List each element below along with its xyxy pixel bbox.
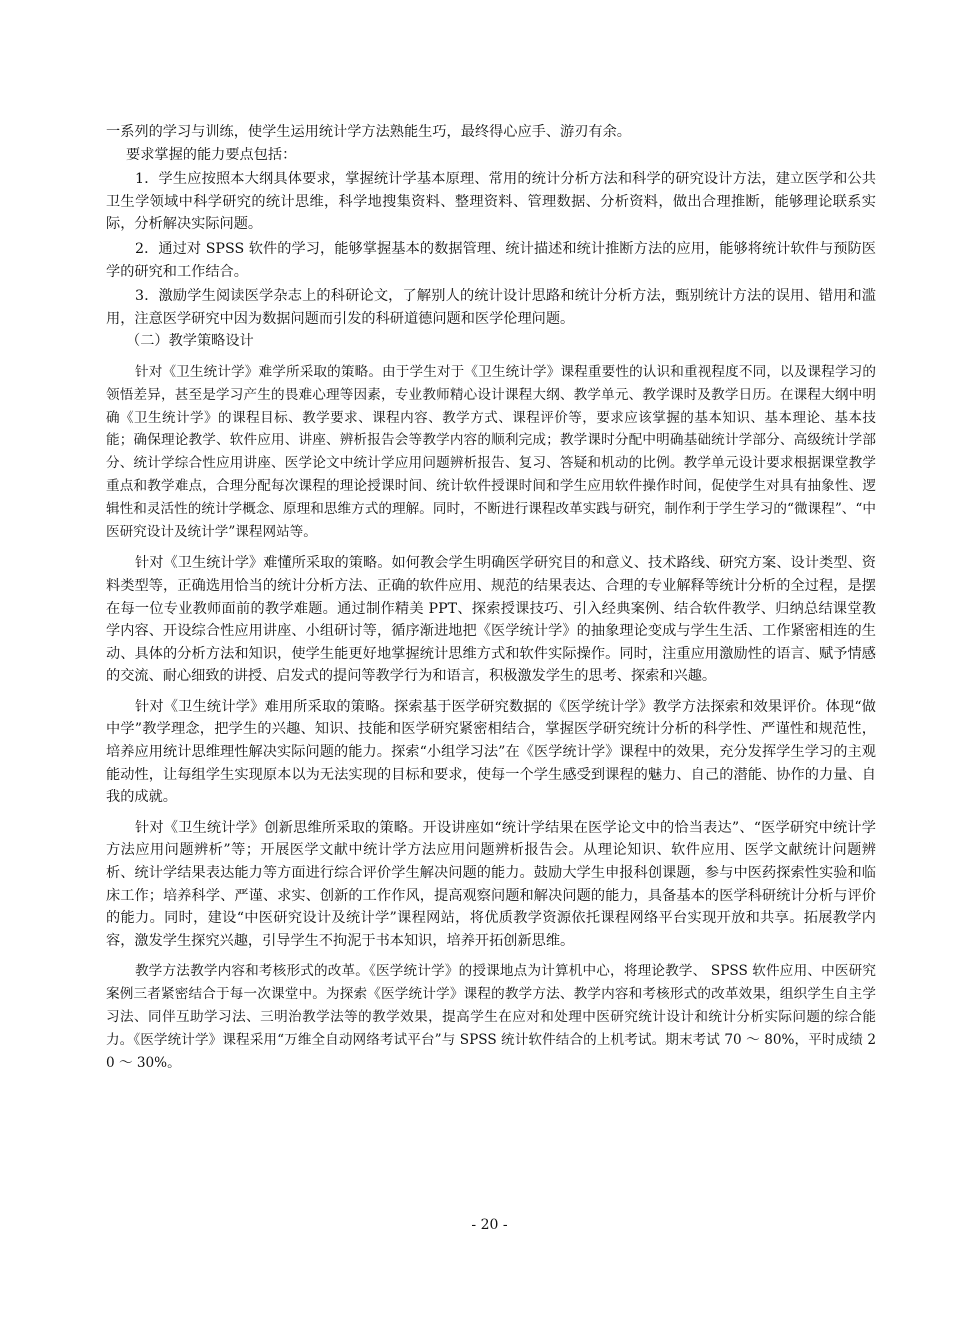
ability-points-intro: 要求掌握的能力要点包括： bbox=[126, 146, 297, 163]
strategy-difficult-to-understand: 针对《卫生统计学》难懂所采取的策略。如何教会学生明确医学研究目的和意义、技术路线、研究方案、设计类型、资料类型等，正确选用恰当的统计分析方法、正确的软件应用、规范的结果表达、合理的专业解释等统计分析的全过程，是摆在每一位专业教师面前的教学难题。通过制作精美 PPT、探索授课技巧、引入经典案例、结合软件教学、归纳总结课堂教学内容、开设综合性应用讲座、小组研讨等，循序渐进地把《医学统计学》的抽象理论变成与学生生活、工作紧密相连的生动、具体的分析方法和知识，使学生能更好地掌握统计思维方式和软件实际操作。同时，注重应用激励性的语言、赋予情感的交流、耐心细致的讲授、启发式的提问等教学行为和语言，积极激发学生的思考、探索和兴趣。 bbox=[106, 555, 876, 685]
page-number: - 20 - bbox=[471, 1217, 508, 1233]
section-heading-teaching-strategy: （二）教学策略设计 bbox=[126, 333, 254, 350]
teaching-reform: 教学方法教学内容和考核形式的改革。《医学统计学》的授课地点为计算机中心，将理论教学、 SPSS 软件应用、中医研究案例三者紧密结合于每一次课堂中。为探索《医学统计学》课程的教学方法、教学内容和考核形式的改革效果，组织学生自主学习法、同伴互助学习法、三明治教学法等的教学效果，提高学生在应对和处理中医研究统计设计和统计分析实际问题的综合能力。《医学统计学》课程采用“万维全自动网络考试平台”与 SPSS 统计软件结合的上机考试。期末考试 70 ～ 80%，平时成绩 20 ～ 30%。 bbox=[106, 963, 876, 1071]
document-body bbox=[106, 121, 876, 1074]
strategy-difficult-to-learn: 针对《卫生统计学》难学所采取的策略。由于学生对于《卫生统计学》课程重要性的认识和重视程度不同，以及课程学习的领悟差异，甚至是学习产生的畏难心理等因素，专业教师精心设计课程大纲、教学单元、教学课时及教学日历。在课程大纲中明确《卫生统计学》的课程目标、教学要求、课程内容、教学方式、课程评价等，要求应该掌握的基本知识、基本理论、基本技能；确保理论教学、软件应用、讲座、辨析报告会等教学内容的顺利完成；教学课时分配中明确基础统计学部分、高级统计学部分、统计学综合性应用讲座、医学论文中统计学应用问题辨析报告、复习、答疑和机动的比例。教学单元设计要求根据课堂教学重点和教学难点，合理分配每次课程的理论授课时间、统计软件授课时间和学生应用软件操作时间，促使学生对具有抽象性、逻辑性和灵活性的统计学概念、原理和思维方式的理解。同时，不断进行课程改革实践与研究，制作利于学生学习的“微课程”、“中医研究设计及统计学”课程网站等。 bbox=[106, 363, 876, 540]
ability-point-3: 3．激励学生阅读医学杂志上的科研论文，了解别人的统计设计思路和统计分析方法，甄别统计方法的误用、错用和滥用，注意医学研究中因为数据问题而引发的科研道德问题和医学伦理问题。 bbox=[106, 288, 876, 327]
strategy-difficult-to-apply: 针对《卫生统计学》难用所采取的策略。探索基于医学研究数据的《医学统计学》教学方法探索和效果评价。体现“做中学”教学理念，把学生的兴趣、知识、技能和医学研究紧密相结合，掌握医学研究统计分析的科学性、严谨性和规范性，培养应用统计思维理性解决实际问题的能力。探索“小组学习法”在《医学统计学》课程中的效果，充分发挥学生学习的主观能动性，让每组学生实现原本以为无法实现的目标和要求，使每一个学生感受到课程的魅力、自己的潜能、协作的力量、自我的成就。 bbox=[106, 698, 876, 806]
ability-point-1: 1．学生应按照本大纲具体要求，掌握统计学基本原理、常用的统计分析方法和科学的研究设计方法，建立医学和公共卫生学领域中科学研究的统计思维，科学地搜集资料、整理资料、管理数据、分析资料，做出合理推断，能够理论联系实际，分析解决实际问题。 bbox=[106, 171, 876, 233]
strategy-innovative-thinking: 针对《卫生统计学》创新思维所采取的策略。开设讲座如“统计学结果在医学论文中的恰当表达”、“医学研究中统计学方法应用问题辨析”等；开展医学文献中统计学方法应用问题辨析报告会。从理论知识、软件应用、医学文献统计问题辨析、统计学结果表达能力等方面进行综合评价学生解决问题的能力。鼓励大学生申报科创课题，参与中医药探索性实验和临床工作；培养科学、严谨、求实、创新的工作作风，提高观察问题和解决问题的能力，具备基本的医学科研统计分析与评价的能力。同时，建设“中医研究设计及统计学”课程网站，将优质教学资源依托课程网络平台实现开放和共享。拓展教学内容，激发学生探究兴趣，引导学生不拘泥于书本知识，培养开拓创新思维。 bbox=[106, 819, 876, 949]
ability-point-2: 2．通过对 SPSS 软件的学习，能够掌握基本的数据管理、统计描述和统计推断方法的应用，能够将统计软件与预防医学的研究和工作结合。 bbox=[106, 240, 876, 280]
paragraph-continuation: 一系列的学习与训练，使学生运用统计学方法熟能生巧，最终得心应手、游刃有余。 bbox=[106, 124, 631, 140]
